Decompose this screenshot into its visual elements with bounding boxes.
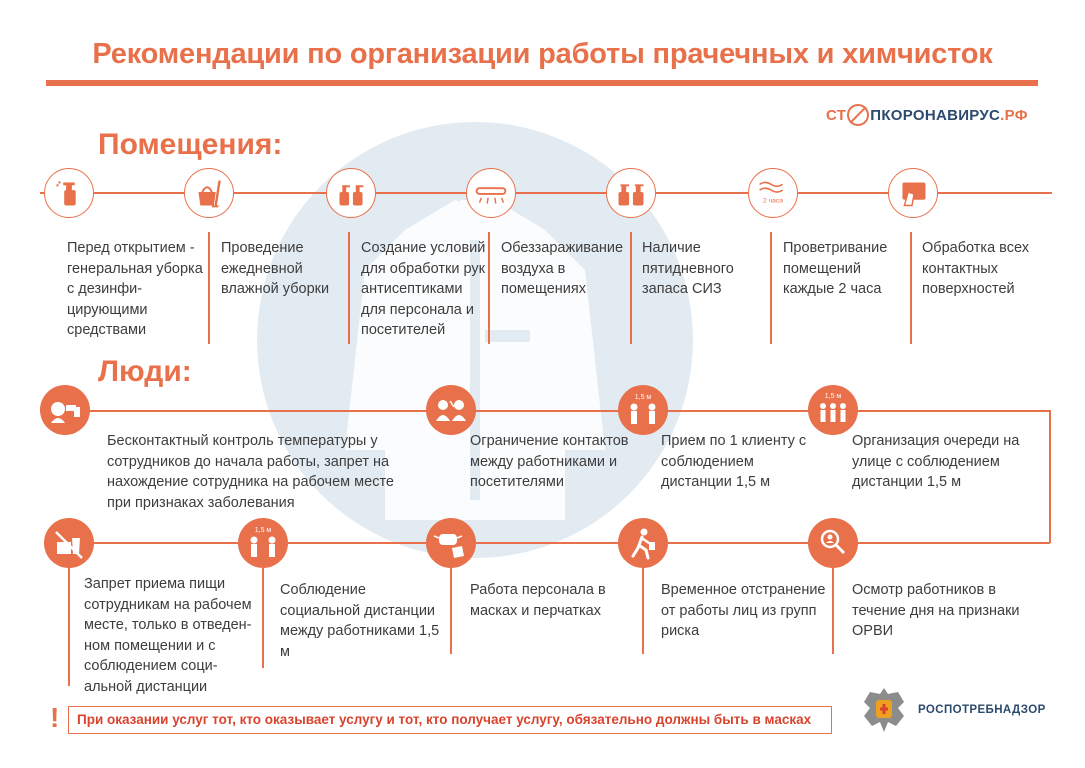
air-flow-badge: 2 часа [763, 197, 783, 205]
spray-bottles-icon [606, 168, 656, 218]
people-item-text: Бесконтактный контроль температуры у сотрудников до начала работы, запрет на нахождение сотрудника на рабочем месте при признаках заболевания [107, 433, 394, 511]
premises-divider [348, 232, 350, 344]
people-item-text: Ограничение контактов между работниками и посетителями [470, 433, 629, 490]
people-heading: Люди: [98, 355, 192, 388]
queue-icon [808, 385, 858, 435]
premises-item-text: Перед открытием - генеральная уборка с дезинфи-цирующими средствами [67, 240, 203, 338]
distance-icon [238, 518, 288, 568]
people-divider [68, 568, 70, 686]
logo-part-b: ПКОРОНАВИРУС [870, 106, 1001, 124]
org-name: РОСПОТРЕБНАДЗОР [918, 704, 1046, 716]
thermometer-check-icon [40, 385, 90, 435]
people-item-text: Организация очереди на улице с соблюдением дистанции 1,5 м [852, 433, 1020, 490]
people-row1-line [68, 410, 1050, 412]
people-contact-icon [426, 385, 476, 435]
premises-divider [630, 232, 632, 344]
premises-item-text: Создание условий для обработки рук антисептиками для персонала и посетителей [361, 240, 486, 338]
people-item-text: Запрет приема пищи сотрудникам на рабочем месте, только в отведен-ном помещении и с соблюдением соци-альной дистанции [84, 576, 252, 695]
people-divider [262, 568, 264, 668]
dispensers-icon [326, 168, 376, 218]
people-item-text: Прием по 1 клиенту с соблюдением дистанции 1,5 м [661, 433, 807, 490]
title-underline [46, 80, 1038, 86]
premises-divider [208, 232, 210, 344]
wipe-surface-icon [888, 168, 938, 218]
page-title: Рекомендации по организации работы прачечных и химчисток [92, 38, 993, 70]
premises-item-text: Наличие пятидневного запаса СИЗ [642, 240, 734, 297]
walking-person-icon [618, 518, 668, 568]
uv-lamp-icon [466, 168, 516, 218]
people-row2-line [44, 542, 1050, 544]
inspection-icon [808, 518, 858, 568]
premises-divider [910, 232, 912, 344]
distance-badge: 1,5 м [254, 527, 272, 534]
queue-badge: 1,5 м [824, 393, 842, 400]
distance-icon [618, 385, 668, 435]
people-item-text: Временное отстранение от работы лиц из групп риска [661, 582, 826, 639]
mask-gloves-icon [426, 518, 476, 568]
people-divider [832, 568, 834, 654]
people-divider [642, 568, 644, 654]
people-divider [450, 568, 452, 654]
logo-part-c: .РФ [1000, 106, 1028, 124]
people-item-text: Работа персонала в масках и перчатках [470, 582, 606, 619]
premises-divider [488, 232, 490, 344]
distance-badge: 1,5 м [634, 394, 652, 401]
people-right-connector [1049, 410, 1051, 543]
people-item-text: Осмотр работников в течение дня на признаки ОРВИ [852, 582, 1020, 639]
bucket-mop-icon [184, 168, 234, 218]
stop-icon [847, 104, 869, 126]
premises-divider [770, 232, 772, 344]
premises-item-text: Обработка всех контактных поверхностей [922, 240, 1029, 297]
rospotrebnadzor-logo [858, 682, 1046, 738]
premises-item-text: Проведение ежедневной влажной уборки [221, 240, 330, 297]
premises-heading: Помещения: [98, 128, 283, 161]
spray-bottle-icon [44, 168, 94, 218]
logo-part-a: СТ [826, 106, 847, 124]
premises-item-text: Проветривание помещений каждые 2 часа [783, 240, 888, 297]
emblem-icon [858, 682, 910, 738]
mask-notice-banner: При оказании услуг тот, кто оказывает услугу и тот, кто получает услугу, обязательно должны быть в масках [68, 706, 832, 734]
people-item-text: Соблюдение социальной дистанции между работниками 1,5 м [280, 582, 440, 660]
stopkoronavirus-logo[interactable] [826, 104, 1028, 126]
air-flow-icon [748, 168, 798, 218]
no-food-icon [44, 518, 94, 568]
premises-item-text: Обеззараживание воздуха в помещениях [501, 240, 624, 297]
exclamation-icon: ! [50, 702, 60, 733]
